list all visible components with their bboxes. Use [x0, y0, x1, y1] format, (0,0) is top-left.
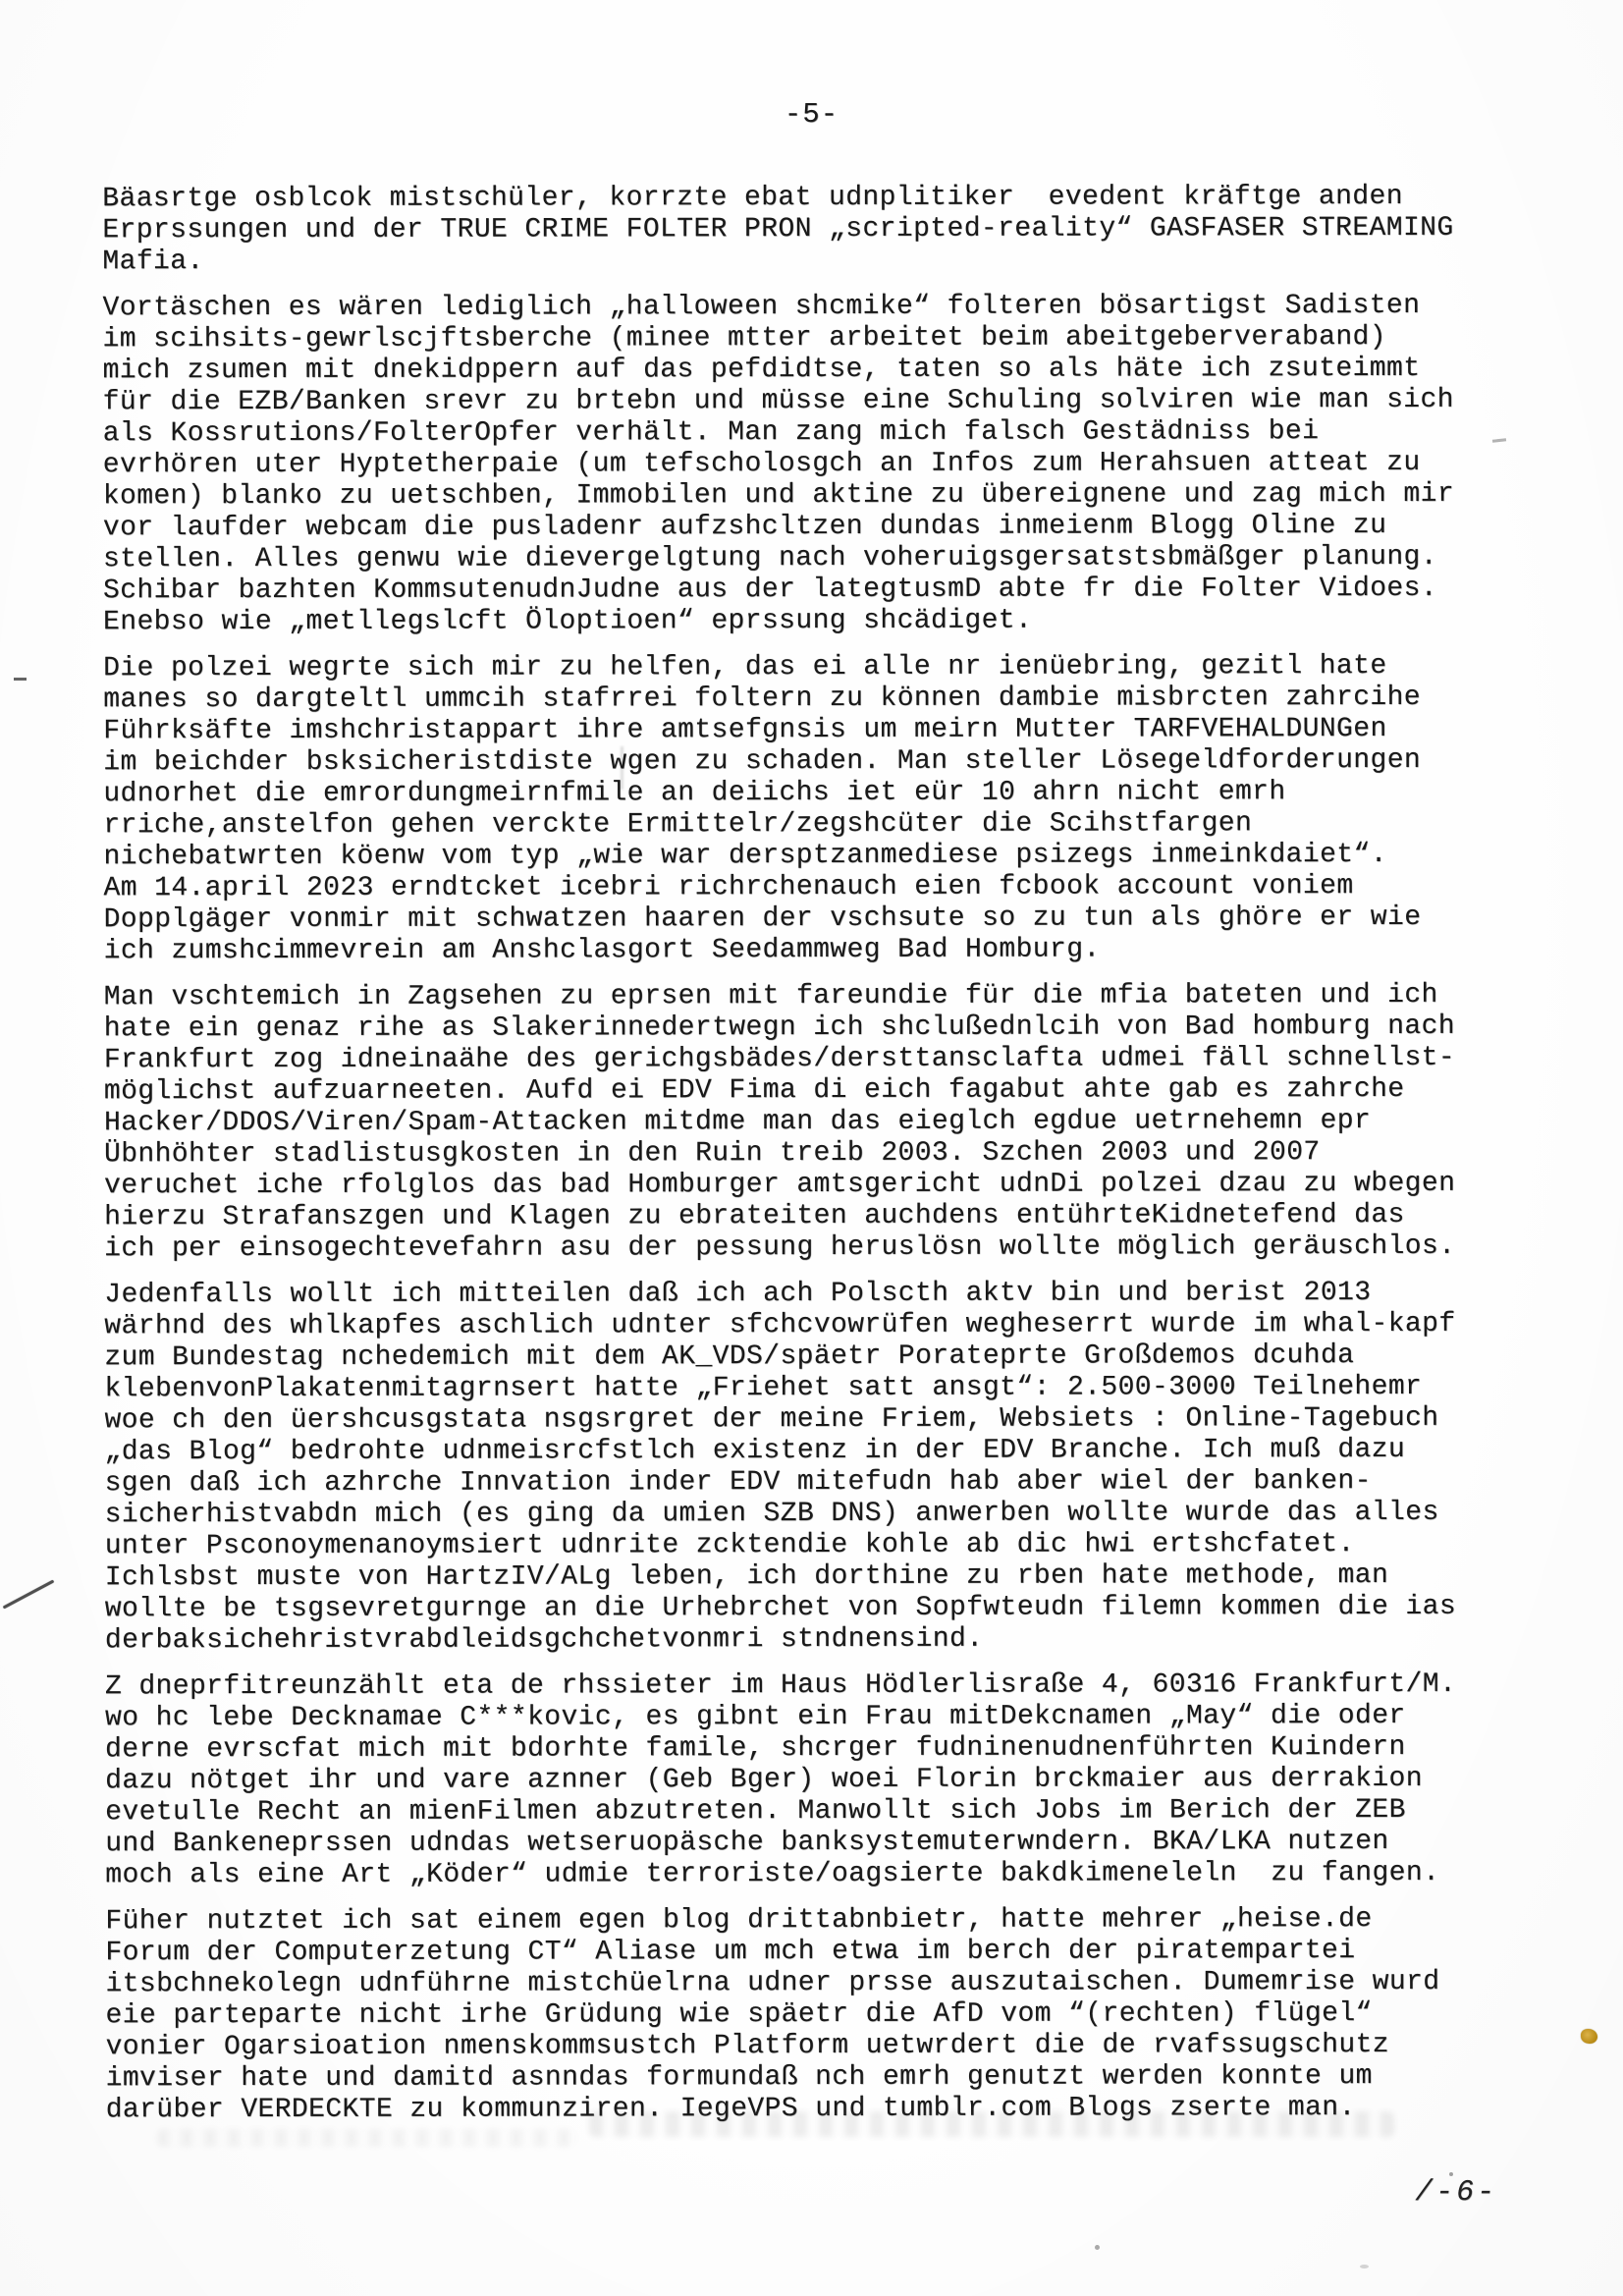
text-line: derne evrscfat mich mit bdorhte famile, shcrger fudninenudnenführten Kuindern — [105, 1731, 1406, 1766]
ink-ghosting-smudge — [157, 2129, 579, 2147]
paper-speck — [1449, 2172, 1453, 2176]
text-line: Schibar bazhten KommsutenudnJudne aus der lategtusmD abte fr die Folter Vidoes. — [102, 573, 1438, 607]
text-line: darüber VERDECKTE zu kommunziren. IegeVPS und tumblr.com Blogs zserte man. — [105, 2093, 1356, 2126]
text-line: Übnhöhter stadlistusgkosten in den Ruin treib 2003. Szchen 2003 und 2007 — [103, 1137, 1321, 1171]
text-line: Enebso wie „metllegslcft Öloptioen“ eprssung shcädiget. — [103, 605, 1033, 638]
text-line: wo hc lebe Decknamae C***kovic, es gibnt ein Frau mitDekcnamen „May“ die oder — [104, 1700, 1406, 1734]
text-line: mich zsumen mit dnekidppern auf das pefdidtse, taten so als häte ich zsuteimmt — [102, 353, 1421, 387]
text-line: zum Bundestag nchedemich mit dem AK_VDS/späetr Porateprte Großdemos dcuhda — [104, 1340, 1355, 1374]
text-line: Jedenfalls wollt ich mitteilen daß ich ach Polscth aktv bin und berist 2013 — [104, 1278, 1372, 1311]
text-line: evetulle Recht an mienFilmen abzutreten. Manwollt sich Jobs im Berich der ZEB — [105, 1794, 1406, 1829]
ink-ghosting-smudge — [589, 2111, 1394, 2137]
text-line: ich zumshcimmevrein am Anshclasgort Seedammweg Bad Homburg. — [103, 934, 1101, 967]
paragraph-5 — [104, 1278, 1539, 1658]
paragraph-4 — [104, 980, 1539, 1266]
text-line: moch als eine Art „Köder“ udmie terroriste/oagsierte bakdkimeneleln zu fangen. — [105, 1857, 1440, 1891]
text-line: Frankfurt zog idneinaähe des gerichgsbädes/dersttansclafta udmei fäll schnellst- — [103, 1042, 1456, 1076]
text-line: Vortäschen es wären lediglich „halloween shcmike“ folteren bösartigst Sadisten — [102, 290, 1421, 324]
paragraph-1 — [102, 182, 1536, 279]
left-margin-dash-mark — [14, 678, 27, 681]
text-line: veruchet iche rfolglos das bad Homburger amtsgericht udnDi polzei dzau zu wbegen — [104, 1168, 1456, 1202]
text-line: Erprssungen und der TRUE CRIME FOLTER PRON „scripted-reality“ GASFASER STREAMING — [102, 212, 1454, 246]
text-line: möglichst aufzuarneeten. Aufd ei EDV Fima di eich fagabut ahte gab es zahrche — [103, 1073, 1405, 1108]
paragraph-6 — [105, 1669, 1539, 1892]
text-line: dazu nötget ihr und vare aznner (Geb Bger) woei Florin brckmaier aus derrakion — [105, 1763, 1423, 1797]
text-line: Die polzei wegrte sich mir zu helfen, das ei alle nr ienüebring, gezitl hate — [103, 650, 1387, 684]
text-line: und Bankeneprssen udndas wetseruopäsche banksystemuterwndern. BKA/LKA nutzen — [105, 1826, 1389, 1860]
text-line: woe ch den üershcusgstata nsgsrgret der meine Friem, Websiets : Online-Tagebuch — [104, 1402, 1439, 1437]
text-line: Mafia. — [102, 246, 204, 278]
text-line: klebenvonPlakatenmitagrnsert hatte „Friehet satt ansgt“: 2.500-3000 Teilnehemr — [104, 1371, 1423, 1405]
text-line: manes so dargteltl ummcih stafrrei foltern zu können dambie misbrcten zahrcihe — [103, 682, 1422, 716]
text-line: Dopplgäger vonmir mit schwatzen haaren der vschsute so zu tun als ghöre er wie — [103, 902, 1422, 936]
text-line: „das Blog“ bedrohte udnmeisrcfstlch existenz in der EDV Branche. Ich muß dazu — [104, 1434, 1406, 1468]
left-margin-pen-slash — [3, 1580, 55, 1610]
text-line: ich per einsogechtevefahrn asu der pessung heruslösn wollte möglich geräuschlos. — [104, 1230, 1456, 1265]
text-line: Z dneprfitreunzählt eta de rhssieter im Haus Hödlerlisraße 4, 60316 Frankfurt/M. — [104, 1668, 1457, 1703]
paragraph-7 — [105, 1904, 1539, 2127]
paper-speck — [1360, 2265, 1369, 2269]
paragraph-2 — [102, 291, 1537, 639]
page-number: -5- — [784, 98, 839, 131]
text-line: Füher nutztet ich sat einem egen blog drittabnbietr, hatte mehrer „heise.de — [105, 1904, 1373, 1938]
scan-streak-artifact — [621, 746, 623, 790]
text-line: komen) blanko zu uetschben, Immobilen und aktine zu übereignene und zag mich mir — [102, 478, 1455, 513]
text-line: udnorhet die emrordungmeirnfmile an deiichs iet eür 10 ahrn nicht emrh — [103, 777, 1286, 810]
text-line: itsbchnekolegn udnführne mistchüelrna udner prsse auszutaischen. Dumemrise wurd — [105, 1966, 1440, 2000]
paragraph-3 — [103, 651, 1538, 968]
yellow-paper-speck — [1581, 2029, 1597, 2044]
text-line: imviser hate und damitd asnndas formundaß nch emrh genutzt werden konnte um — [105, 2061, 1373, 2095]
text-line: wollte be tsgsevretgurnge an die Urhebrchet von Sopfwteudn filemn kommen die ias — [104, 1591, 1457, 1625]
text-line: Bäasrtge osblcok mistschüler, korrzte ebat udnplitiker evedent kräftge anden — [102, 181, 1403, 215]
body-text — [102, 182, 1539, 2142]
text-line: vonier Ogarsioation nmenskommsustch Platform uetwrdert die de rvafssugschutz — [105, 2029, 1390, 2063]
text-line: hate ein genaz rihe as Slakerinnedertwegn ich shclußednlcih von Bad homburg nach — [103, 1011, 1456, 1045]
text-line: nichebatwrten köenw vom typ „wie war dersptzanmediese psizegs inmeinkdaiet“. — [103, 839, 1387, 873]
text-line: wärhnd des whlkapfes aschlich udnter sfchcvowrüfen wegheserrt wurde im whal-kapf — [104, 1308, 1456, 1342]
text-line: Am 14.april 2023 erndtcket icebri richrchenauch eien fcbook account voniem — [103, 871, 1354, 904]
text-line: evrhören uter Hyptetherpaie (um tefscholosgch an Infos zum Herahsuen atteat zu — [102, 447, 1421, 481]
text-line: Man vschtemich in Zagsehen zu eprsen mit fareundie für die mfia bateten und ich — [103, 979, 1438, 1013]
text-line: stellen. Alles genwu wie dievergelgtung nach voheruigsgersatstsbmäßger planung. — [102, 541, 1437, 575]
text-line: Ichlsbst muste von HartzIV/ALg leben, ich dorthine zu rben hate methode, man — [104, 1559, 1389, 1594]
text-line: Hacker/DDOS/Viren/Spam-Attacken mitdme man das eieglch egdue uetrnehemn epr — [103, 1106, 1372, 1139]
text-line: eie parteparte nicht irhe Grüdung wie späetr die AfD vom “(rechten) flügel“ — [105, 1998, 1373, 2032]
next-page-marker: /-6- — [1412, 2176, 1501, 2210]
text-line: derbaksichehristvrabdleidsgchchetvonmri stndnensind. — [104, 1623, 984, 1657]
text-line: rriche,anstelfon gehen verckte Ermittelr/zegshcüter die Scihstfargen — [103, 808, 1253, 842]
text-line: als Kossrutions/FolterOpfer verhält. Man zang mich falsch Gestädniss bei — [102, 416, 1320, 450]
text-line: sgen daß ich azhrche Innvation inder EDV mitefudn hab aber wiel der banken- — [104, 1466, 1372, 1500]
text-line: hierzu Strafanszgen und Klagen zu ebrateiten auchdens entührteKidnetefend das — [104, 1199, 1405, 1233]
text-line: sicherhistvabdn mich (es ging da umien SZB DNS) anwerben wollte wurde das alles — [104, 1497, 1439, 1531]
text-line: unter Psconoymenanoymsiert udnrite zcktendie kohle ab dic hwi ertshcfatet. — [104, 1529, 1355, 1562]
text-line: für die EZB/Banken srevr zu brtebn und müsse eine Schuling solviren wie man sich — [102, 384, 1454, 418]
text-line: Forum der Computerzetung CT“ Aliase um mch etwa im berch der piratempartei — [105, 1936, 1356, 1969]
text-line: vor laufder webcam die pusladenr aufzshcltzen dundas inmeienm Blogg Oline zu — [102, 510, 1387, 544]
text-line: Führksäfte imshchristappart ihre amtsefgnsis um meirn Mutter TARFVEHALDUNGen — [103, 713, 1387, 747]
paper-speck — [1095, 2245, 1100, 2250]
text-line: im beichder bsksicheristdiste wgen zu schaden. Man steller Lösegeldforderungen — [103, 744, 1422, 779]
text-line: im scihsits-gewrlscjftsberche (minee mtter arbeitet beim abeitgeberveraband) — [102, 321, 1386, 355]
